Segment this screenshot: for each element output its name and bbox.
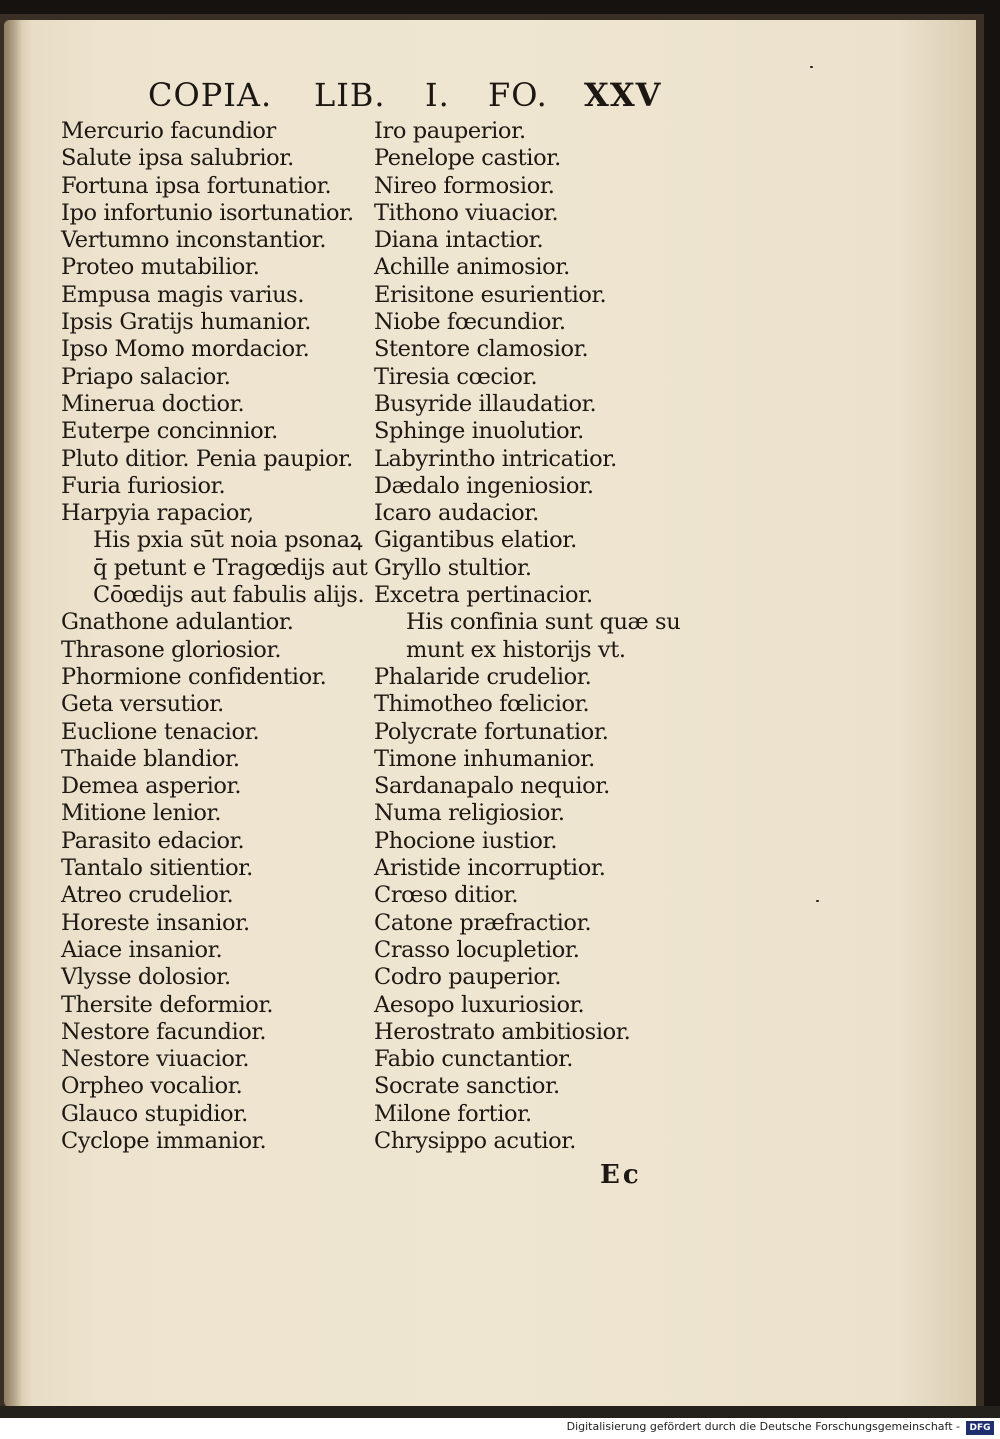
text-line: Codro pauperior. [374, 964, 562, 991]
text-line: Horeste insanior. [61, 909, 250, 936]
text-line: Milone fortior. [374, 1100, 532, 1127]
text-line: Gigantibus elatior. [374, 527, 577, 554]
right-text-column [374, 118, 692, 1155]
text-line: Tithono viuacior. [374, 199, 559, 226]
text-line: Excetra pertinacior. [374, 582, 593, 609]
text-line: Labyrintho intricatior. [374, 445, 617, 472]
catchword: Ec [600, 1160, 642, 1190]
running-title: COPIA. [148, 76, 273, 114]
text-line: Fortuna ipsa fortunatior. [61, 172, 332, 199]
scan-bottom-edge [0, 1406, 1000, 1418]
text-line: Timone inhumanior. [374, 745, 595, 772]
text-line: Mitione lenior. [61, 800, 222, 827]
text-line: Crœso ditior. [374, 882, 519, 909]
text-line: Empusa magis varius. [61, 281, 305, 308]
text-line: Gnathone adulantior. [61, 609, 294, 636]
text-line: munt ex historijs vt. [406, 636, 626, 663]
text-line: Tiresia cœcior. [374, 363, 538, 390]
text-line: Dædalo ingeniosior. [374, 472, 594, 499]
text-line: Fabio cunctantior. [374, 1046, 573, 1073]
text-line: Nestore facundior. [61, 1018, 267, 1045]
text-line: Mercurio facundior [61, 118, 276, 144]
text-line: Penelope castior. [374, 145, 561, 172]
text-line: Herostrato ambitiosior. [374, 1018, 631, 1045]
text-line: Parasito edacior. [61, 827, 245, 854]
text-line: Chrysippo acutior. [374, 1127, 576, 1154]
text-line: Socrate sanctior. [374, 1073, 560, 1100]
text-line: Crasso locupletior. [374, 936, 580, 963]
text-line: Niobe fœcundior. [374, 309, 566, 336]
text-line: His confinia sunt quæ su [406, 609, 681, 636]
text-line: Glauco stupidior. [61, 1100, 248, 1127]
text-line: Salute ipsa salubrior. [61, 145, 294, 172]
text-line: Aiace insanior. [61, 936, 223, 963]
text-line: Aesopo luxuriosior. [374, 991, 585, 1018]
text-line: Thaide blandior. [61, 745, 240, 772]
text-line: Demea asperior. [61, 773, 242, 800]
text-line: Nestore viuacior. [61, 1046, 250, 1073]
text-line: Stentore clamosior. [374, 336, 589, 363]
ink-speck [810, 66, 813, 68]
text-line: Priapo salacior. [61, 363, 231, 390]
footer-bar [0, 1418, 1000, 1439]
text-line: Thimotheo fœlicior. [374, 691, 590, 718]
text-line: Vlysse dolosior. [61, 964, 231, 991]
text-line: Proteo mutabilior. [61, 254, 260, 281]
text-line: Harpyia rapacior, [61, 500, 254, 527]
text-line: Thrasone gloriosior. [61, 636, 282, 663]
text-line: Minerua doctior. [61, 390, 245, 417]
text-line: Furia furiosior. [61, 472, 226, 499]
text-line: Icaro audacior. [374, 500, 539, 527]
text-line: Busyride illaudatior. [374, 390, 597, 417]
text-line: Achille animosior. [374, 254, 570, 281]
text-line: Iro pauperior. [374, 118, 526, 144]
left-text-column [61, 118, 373, 1155]
text-line: Euclione tenacior. [61, 718, 260, 745]
running-book-number: I. [425, 76, 450, 114]
text-line: q̄ petunt e Tragœdijs aut [93, 554, 368, 581]
folio-number: XXV [584, 76, 662, 114]
text-line: Vertumno inconstantior. [61, 227, 327, 254]
text-line: Sphinge inuolutior. [374, 418, 584, 445]
text-line: Pluto ditior. Penia paupior. [61, 445, 353, 472]
text-line: Polycrate fortunatior. [374, 718, 609, 745]
text-line: Euterpe concinnior. [61, 418, 278, 445]
text-line: Phocione iustior. [374, 827, 558, 854]
text-line: Numa religiosior. [374, 800, 565, 827]
text-line: Nireo formosior. [374, 172, 555, 199]
text-line: Diana intactior. [374, 227, 544, 254]
text-line: His pxia sūt noia psonaꝝ [93, 527, 363, 554]
text-line: Catone præfractior. [374, 909, 592, 936]
text-line: Aristide incorruptior. [374, 855, 606, 882]
text-line: Tantalo sitientior. [61, 855, 253, 882]
text-line: Sardanapalo nequior. [374, 773, 610, 800]
text-line: Gryllo stultior. [374, 554, 532, 581]
running-fo: FO. [488, 76, 548, 114]
text-line: Thersite deformior. [61, 991, 274, 1018]
text-line: Ipo infortunio isortunatior. [61, 199, 354, 226]
footer-credit: Digitalisierung gefördert durch die Deutsche Forschungsgemeinschaft - [566, 1420, 960, 1433]
text-line: Orpheo vocalior. [61, 1073, 243, 1100]
text-line: Ipso Momo mordacior. [61, 336, 310, 363]
text-line: Ipsis Gratijs humanior. [61, 309, 311, 336]
text-line: Cyclope immanior. [61, 1127, 267, 1154]
text-line: Phormione confidentior. [61, 663, 327, 690]
text-line: Geta versutior. [61, 691, 224, 718]
running-lib: LIB. [314, 76, 386, 114]
text-line: Atreo crudelior. [61, 882, 234, 909]
text-line: Cōœdijs aut fabulis alijs. [93, 582, 365, 609]
dfg-logo: DFG [966, 1421, 994, 1435]
text-line: Phalaride crudelior. [374, 663, 592, 690]
ink-speck [816, 900, 819, 902]
text-line: Erisitone esurientior. [374, 281, 607, 308]
